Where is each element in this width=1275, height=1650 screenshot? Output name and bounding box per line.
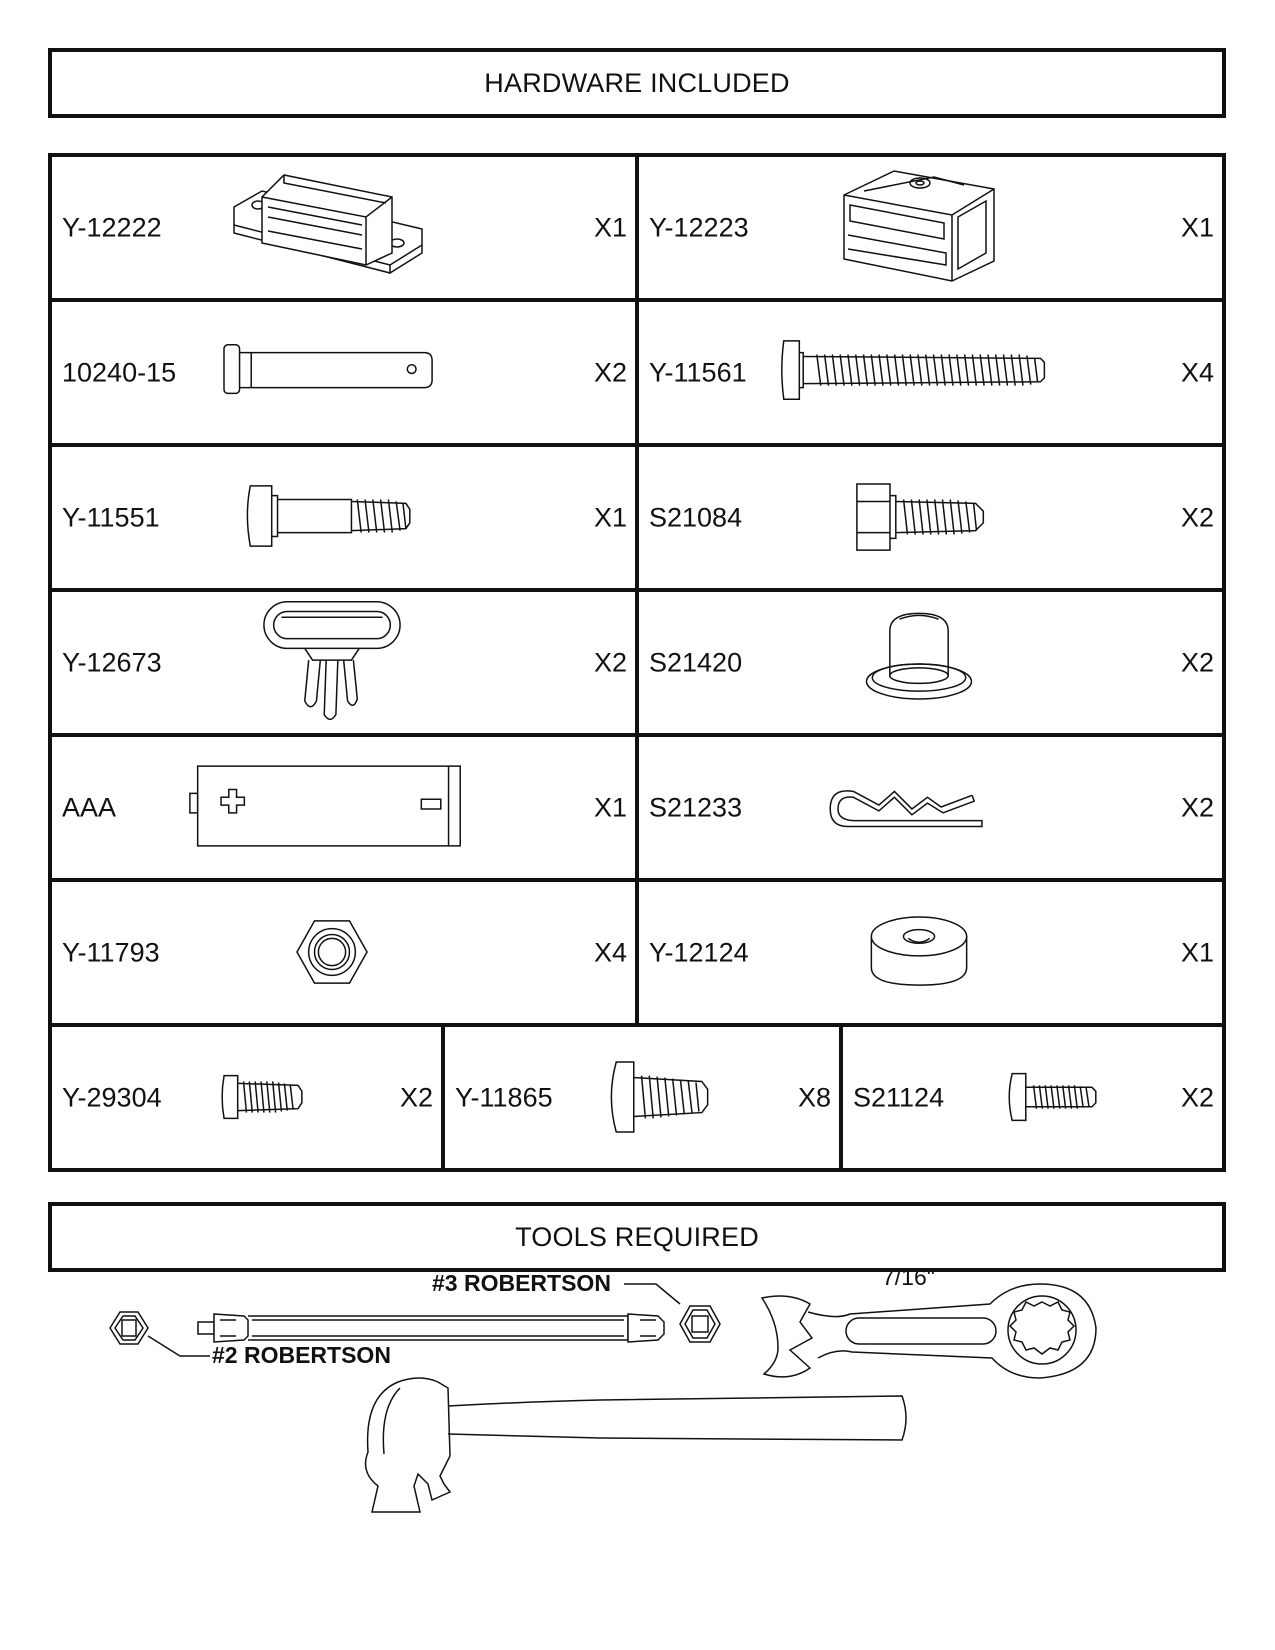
hardware-included-title: HARDWARE INCLUDED xyxy=(484,67,790,98)
clevis-pin-icon xyxy=(217,302,442,443)
part-qty: X2 xyxy=(1180,502,1214,532)
tools-section xyxy=(0,1264,1275,1650)
hardware-item xyxy=(52,157,635,298)
hardware-item xyxy=(635,302,1222,443)
part-code: AAA xyxy=(62,792,117,822)
hammer-icon xyxy=(366,1378,906,1512)
part-code: S21124 xyxy=(853,1082,945,1112)
tools-required-header xyxy=(48,1202,1226,1272)
hardware-item xyxy=(52,737,635,878)
hardware-row xyxy=(52,298,1222,443)
part-code: Y-11865 xyxy=(455,1082,553,1112)
wrench-icon xyxy=(762,1284,1096,1378)
part-code: Y-12124 xyxy=(649,937,749,967)
magnetic-catch-icon xyxy=(222,157,452,298)
short-screw-icon xyxy=(217,1027,307,1168)
part-qty: X4 xyxy=(593,937,627,967)
tools-required-title: TOOLS REQUIRED xyxy=(515,1221,759,1252)
part-qty: X1 xyxy=(1180,212,1214,242)
hex-screw-icon xyxy=(849,447,999,588)
part-qty: X2 xyxy=(593,357,627,387)
part-qty: X4 xyxy=(1180,357,1214,387)
robertson-2-tip-icon xyxy=(110,1312,148,1344)
robertson-3-leader-line xyxy=(624,1284,680,1304)
battery-icon xyxy=(182,737,472,878)
hardware-item xyxy=(635,157,1222,298)
hardware-row xyxy=(52,443,1222,588)
part-code: Y-12673 xyxy=(62,647,162,677)
part-code: Y-11561 xyxy=(649,357,747,387)
part-qty: X1 xyxy=(1180,937,1214,967)
hardware-item xyxy=(839,1027,1222,1168)
cap-icon xyxy=(859,592,979,733)
hardware-item xyxy=(635,447,1222,588)
hex-nut-icon xyxy=(292,882,372,1023)
part-code: S21420 xyxy=(649,647,743,677)
part-qty: X1 xyxy=(593,792,627,822)
part-qty: X1 xyxy=(593,502,627,532)
hardware-row xyxy=(52,588,1222,733)
part-code: Y-29304 xyxy=(62,1082,162,1112)
long-screw-icon xyxy=(774,302,1059,443)
robertson-2-leader-line xyxy=(148,1336,210,1356)
hardware-row xyxy=(52,733,1222,878)
hardware-item xyxy=(52,1027,441,1168)
hardware-item xyxy=(635,882,1222,1023)
part-code: Y-11551 xyxy=(62,502,160,532)
part-qty: X8 xyxy=(797,1082,831,1112)
truss-screw-icon xyxy=(605,1027,715,1168)
pan-screw-icon xyxy=(1003,1027,1103,1168)
part-code: S21233 xyxy=(649,792,743,822)
robertson-3-label: #3 ROBERTSON xyxy=(432,1270,611,1296)
hardware-grid xyxy=(48,153,1226,1172)
hardware-row xyxy=(52,1023,1222,1168)
key-icon xyxy=(252,592,412,733)
hardware-row xyxy=(52,157,1222,298)
part-qty: X2 xyxy=(1180,792,1214,822)
part-code: Y-12223 xyxy=(649,212,749,242)
part-code: Y-12222 xyxy=(62,212,162,242)
part-qty: X2 xyxy=(593,647,627,677)
hardware-item xyxy=(52,447,635,588)
spacer-icon xyxy=(864,882,974,1023)
part-qty: X2 xyxy=(1180,1082,1214,1112)
wrench-size-label: 7/16" xyxy=(882,1264,935,1290)
shoulder-bolt-icon xyxy=(242,447,422,588)
hardware-row xyxy=(52,878,1222,1023)
part-qty: X1 xyxy=(593,212,627,242)
hardware-item xyxy=(52,882,635,1023)
robertson-3-tip-icon xyxy=(680,1306,720,1342)
hardware-item xyxy=(52,592,635,733)
part-code: Y-11793 xyxy=(62,937,160,967)
hardware-item xyxy=(441,1027,839,1168)
part-qty: X2 xyxy=(1180,647,1214,677)
hardware-item xyxy=(52,302,635,443)
part-code: 10240-15 xyxy=(62,357,177,387)
hardware-item xyxy=(635,592,1222,733)
hardware-item xyxy=(635,737,1222,878)
robertson-2-label: #2 ROBERTSON xyxy=(212,1342,391,1368)
driver-bit-icon xyxy=(198,1314,664,1342)
part-code: S21084 xyxy=(649,502,743,532)
catch-plate-icon xyxy=(834,157,1004,298)
hairpin-clip-icon xyxy=(824,737,994,878)
part-qty: X2 xyxy=(399,1082,433,1112)
hardware-included-header xyxy=(48,48,1226,118)
